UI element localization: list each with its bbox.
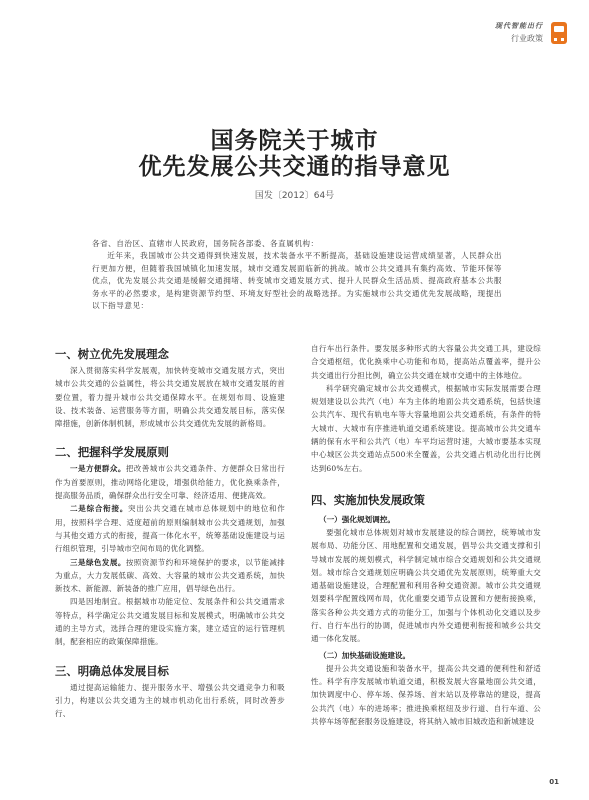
principle-lead: 三是绿色发展。	[70, 557, 126, 567]
left-column	[55, 344, 285, 721]
paragraph: 提升公共交通设施和装备水平，提高公共交通的便利性和舒适性。科学有序发展城市轨道交通，积极发展大容量地面公共交通，加快调度中心、停车场、保养场、首末站以及停靠站的建设，提高公共汽（电）车的进场率；推进换乘枢纽及步行道、自行车道、公共停车场等配套服务设施建设，将其纳入城市旧城改造和新城建设	[311, 663, 541, 726]
principle-lead: 二是综合衔接。	[70, 504, 129, 514]
section-heading-4: 四、实施加快发展政策	[311, 492, 425, 507]
paragraph: 要强化城市总体规划对城市发展建设的综合调控，统筹城市发展布局、功能分区、用地配置和交通发展，倡导公共交通支撑和引导城市发展的规划模式，科学制定城市综合交通规划和公共交通规划。城市综合交通规划应明确公共交通优先发展原则，统筹重大交通基础设施建设，合理配置和利用各种交通资源。城市公共交通规划要科学配置线网布局，优化重要交通节点设置和方便衔接换乘，落实各种公共交通方式的功能分工，加强与个体机动化交通以及步行、自行车出行的协调，促进城市内外交通便利衔接和城乡公共交通一体化发展。	[311, 527, 541, 644]
paragraph: 自行车出行条件。要发展多种形式的大容量公共交通工具，建设综合交通枢纽，优化换乘中心功能和布局，提高站点覆盖率，提升公共交通出行分担比例，确立公共交通在城市交通中的主体地位。	[311, 344, 541, 380]
paragraph: 四是因地制宜。根据城市功能定位、发展条件和公共交通需求等特点，科学确定公共交通发展目标和发展模式，明确城市公共交通的主导方式，选择合理的建设实施方案，建立适宜的运行管理机制，配套相应的政策保障措施。	[55, 597, 285, 647]
paragraph: 深入贯彻落实科学发展观，加快转变城市交通发展方式，突出城市公共交通的公益属性，将公共交通发展放在城市交通发展的首要位置，着力提升城市公共交通保障水平。在规划布局、设施建设、技术装备、运营服务等方面，明确公共交通发展目标，落实保障措施，创新体制机制，形成城市公共交通优先发展的新格局。	[55, 366, 285, 429]
section-heading-1: 一、树立优先发展理念	[55, 347, 169, 361]
page-header	[477, 18, 567, 52]
page-number: 01	[549, 778, 559, 786]
right-column	[311, 342, 541, 728]
section-heading-2: 二、把握科学发展原则	[55, 445, 169, 460]
brand-label: 现代智能出行	[495, 22, 543, 30]
subsection-heading-1: （一）强化规划调控。	[319, 514, 395, 524]
section-label: 行业政策	[511, 34, 543, 43]
intro-block	[92, 238, 502, 312]
subsection-heading-2: （二）加快基础设施建设。	[319, 650, 411, 660]
page-title-line2: 优先发展公共交通的指导意见	[138, 154, 451, 180]
doc-number: 国发〔2012〕64号	[254, 191, 335, 201]
paragraph	[55, 462, 285, 502]
principle-text: 按照资源节约和环境保护的要求，以节能减排为重点，大力发展低碳、高效、大容量的城市公共交通系统，加快新技术、新能源、新装备的推广应用，倡导绿色出行。	[55, 557, 285, 594]
paragraph: 科学研究确定城市公共交通模式，根据城市实际发展需要合理规划建设以公共汽（电）车为主体的地面公共交通系统，包括快速公共汽车、现代有轨电车等大容量地面公共交通系统，有条件的特大城市、大城市有序推进轨道交通系统建设。提高城市公共交通车辆的保有水平和公共汽（电）车平均运营时速，大城市要基本实现中心城区公共交通站点500米全覆盖，公共交通占机动化出行比例达到60%左右。	[311, 383, 541, 473]
intro-paragraph: 近年来，我国城市公共交通得到快速发展，技术装备水平不断提高，基础设施建设运营成绩显著，人民群众出行更加方便，但随着我国城镇化加速发展，城市交通发展面临新的挑战。城市公共交通具有集约高效、节能环保等优点，优先发展公共交通是缓解交通拥堵、转变城市交通发展方式、提升人民群众生活品质、提高政府基本公共服务水平的必然要求，是构建资源节约型、环境友好型社会的战略选择。为实施城市公共交通优先发展战略，现提出以下指导意见：	[92, 251, 502, 311]
page-title-line1: 国务院关于城市	[210, 128, 379, 154]
principle-text: 把改善城市公共交通条件、方便群众日常出行作为首要原则，推动网络化建设，增强供给能力，优化换乘条件，提高服务品质，确保群众出行安全可靠、经济适用、便捷高效。	[55, 464, 285, 501]
addressee: 各省、自治区、直辖市人民政府，国务院各部委、各直属机构：	[92, 239, 319, 248]
paragraph	[55, 502, 285, 555]
section-heading-3: 三、明确总体发展目标	[55, 663, 169, 678]
principle-lead: 一是方便群众。	[70, 464, 126, 474]
paragraph: 通过提高运输能力、提升服务水平、增强公共交通竞争力和吸引力，构建以公共交通为主的城市机动化出行系统，同时改善步行、	[55, 682, 285, 719]
principle-text: 突出公共交通在城市总体规划中的地位和作用，按照科学合理、适度超前的原则编制城市公共交通规划，加强与其他交通方式的衔接，提高一体化水平，统筹基础设施建设与运行组织管理，引导城市空间布局的优化调整。	[55, 504, 285, 554]
bus-icon	[551, 22, 567, 44]
paragraph	[55, 556, 285, 596]
